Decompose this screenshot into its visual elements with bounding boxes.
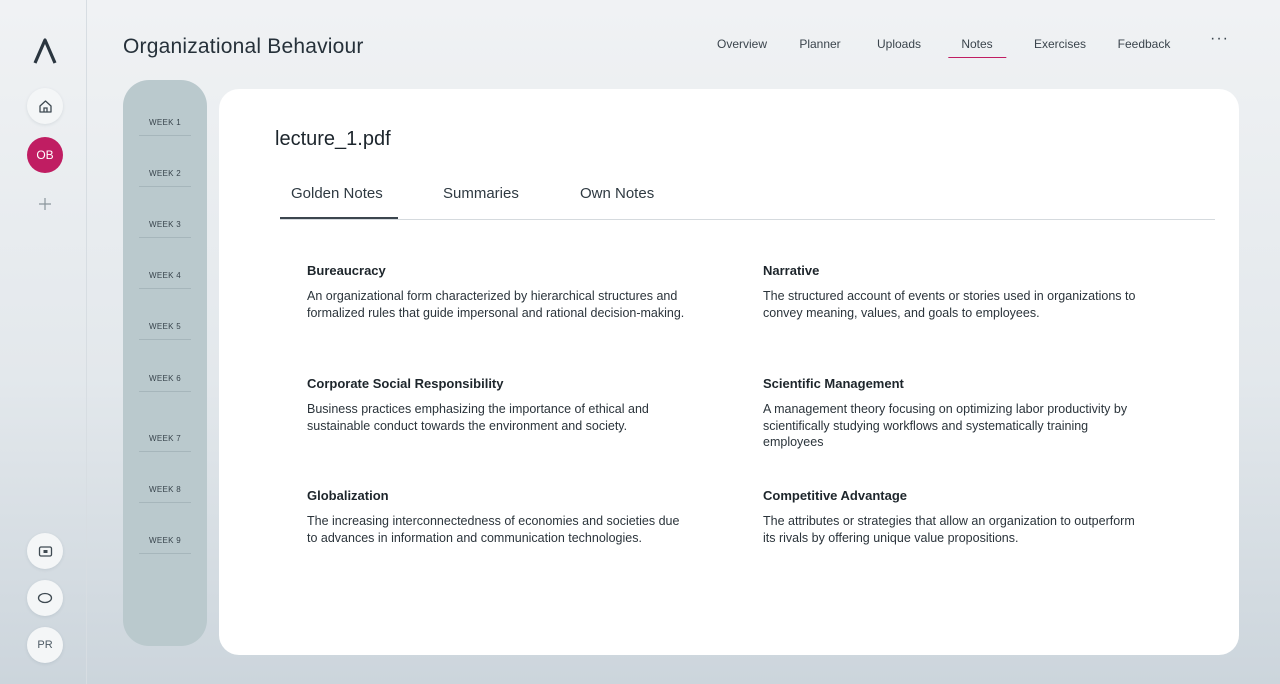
note-title: Competitive Advantage — [763, 488, 907, 503]
sidebar-item-week-2[interactable]: WEEK 2 — [139, 169, 191, 187]
file-title: lecture_1.pdf — [275, 128, 391, 150]
tab-own-notes[interactable]: Own Notes — [580, 185, 655, 202]
note-card — [763, 488, 1143, 546]
note-body: The structured account of events or stories used in organizations to convey meaning, values, and goals to employees. — [763, 289, 1136, 320]
home-icon — [38, 99, 53, 114]
note-body: A management theory focusing on optimizing labor productivity by scientifically studying workflows and systematically training employees — [763, 402, 1128, 449]
course-avatar-ob[interactable] — [27, 137, 63, 173]
logo-icon[interactable] — [33, 38, 57, 64]
tab-summaries[interactable]: Summaries — [443, 185, 519, 202]
note-body: Business practices emphasizing the importance of ethical and sustainable conduct towards the environment and society. — [307, 402, 649, 433]
note-title: Globalization — [307, 488, 389, 503]
nav-overview[interactable]: Overview — [716, 37, 768, 51]
nav-uploads[interactable]: Uploads — [876, 37, 922, 51]
screen-button[interactable] — [27, 533, 63, 569]
sidebar-item-week-7[interactable]: WEEK 7 — [139, 434, 191, 452]
sidebar-item-week-8[interactable]: WEEK 8 — [139, 485, 191, 503]
oval-button[interactable] — [27, 580, 63, 616]
note-card — [307, 488, 687, 546]
note-card — [763, 376, 1143, 451]
notes-card — [219, 89, 1239, 655]
add-icon — [38, 197, 52, 211]
note-body: An organizational form characterized by hierarchical structures and formalized rules that guide impersonal and rational decision-making. — [307, 289, 685, 320]
oval-icon — [37, 592, 53, 604]
note-card — [307, 263, 687, 321]
add-course-button[interactable] — [27, 186, 63, 222]
note-card — [763, 263, 1143, 321]
left-rail — [0, 0, 87, 684]
tab-golden-notes[interactable]: Golden Notes — [291, 185, 383, 202]
sidebar-item-week-3[interactable]: WEEK 3 — [139, 220, 191, 238]
weeks-sidebar — [123, 80, 207, 646]
sidebar-item-week-5[interactable]: WEEK 5 — [139, 322, 191, 340]
note-card — [307, 376, 687, 434]
note-body: The attributes or strategies that allow an organization to outperform its rivals by offering unique value propositions. — [763, 514, 1135, 545]
screen-icon — [38, 544, 53, 559]
note-body: The increasing interconnectedness of economies and societies due to advances in information and communication technologies. — [307, 514, 680, 545]
nav-feedback[interactable]: Feedback — [1117, 37, 1171, 51]
profile-avatar-label: PR — [37, 639, 53, 651]
note-title: Narrative — [763, 263, 820, 278]
note-title: Bureaucracy — [307, 263, 386, 278]
nav-exercises[interactable]: Exercises — [1033, 37, 1087, 51]
sidebar-item-week-9[interactable]: WEEK 9 — [139, 536, 191, 554]
note-title: Corporate Social Responsibility — [307, 376, 504, 391]
more-icon[interactable]: ··· — [1210, 30, 1229, 47]
home-button[interactable] — [27, 88, 63, 124]
sidebar-item-week-4[interactable]: WEEK 4 — [139, 271, 191, 289]
sidebar-item-week-1[interactable]: WEEK 1 — [139, 118, 191, 136]
nav-planner[interactable]: Planner — [799, 37, 841, 51]
notes-tabs — [280, 181, 1215, 220]
nav-notes[interactable]: Notes — [961, 37, 993, 51]
profile-avatar[interactable] — [27, 627, 63, 663]
course-avatar-label: OB — [36, 148, 54, 162]
page-title: Organizational Behaviour — [123, 35, 364, 58]
sidebar-item-week-6[interactable]: WEEK 6 — [139, 374, 191, 392]
note-title: Scientific Management — [763, 376, 904, 391]
